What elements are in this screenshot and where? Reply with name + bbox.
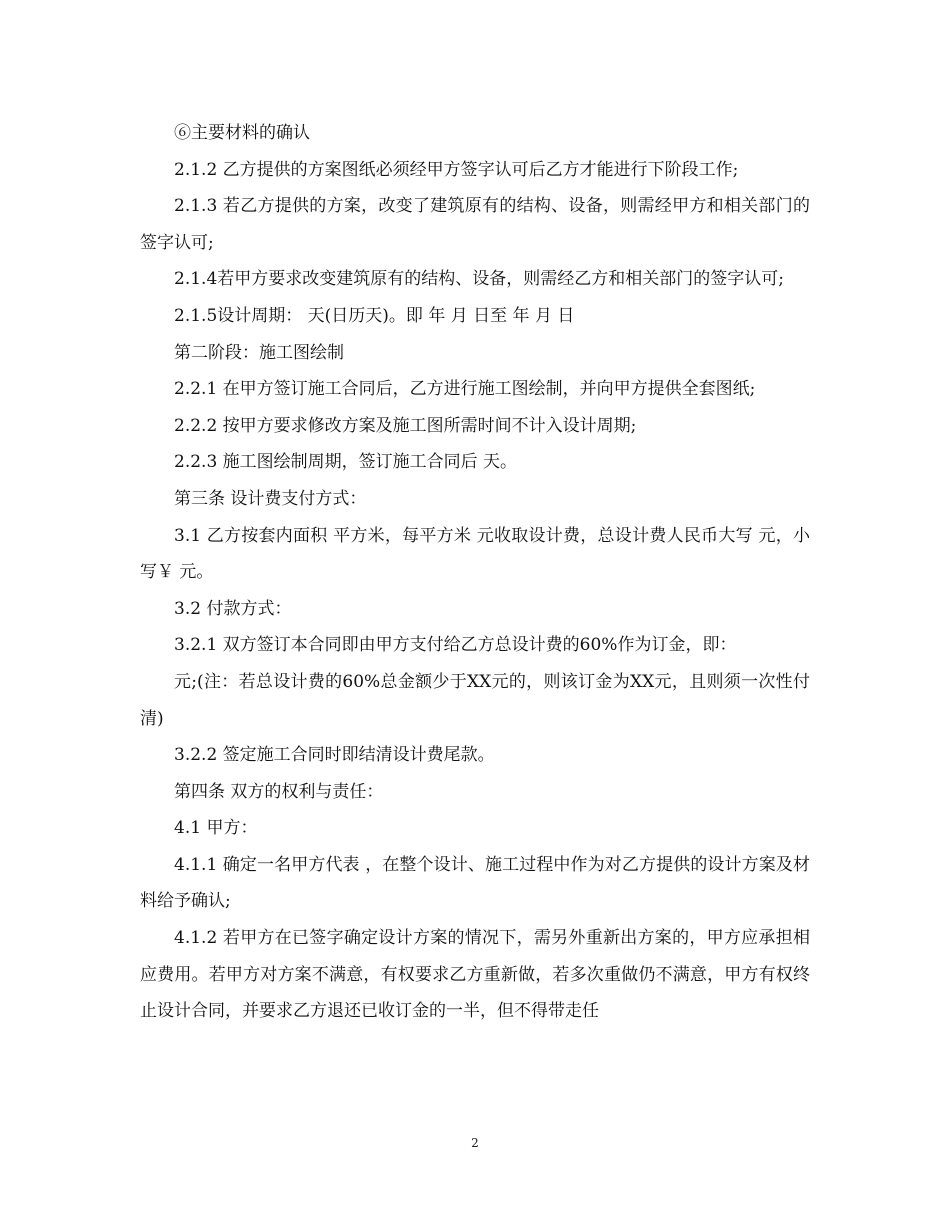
paragraph-4-1-1: 4.1.1 确定一名甲方代表 ，在整个设计、施工过程中作为对乙方提供的设计方案及材料给予确认; <box>140 854 810 912</box>
paragraph-2-1-5: 2.1.5设计周期： 天(日历天)。即 年 月 日至 年 月 日 <box>174 305 575 326</box>
paragraph-3-2: 3.2 付款方式： <box>174 598 292 619</box>
page-number: 2 <box>471 1136 479 1150</box>
paragraph-2-2-3: 2.2.3 施工图绘制周期，签订施工合同后 天。 <box>174 452 518 473</box>
paragraph-material-confirmation: ⑥主要材料的确认 <box>174 123 310 143</box>
paragraph-4-1: 4.1 甲方： <box>174 818 258 839</box>
paragraph-3-2-1: 3.2.1 双方签订本合同即由甲方支付给乙方总设计费的60%作为订金，即： <box>174 635 737 656</box>
paragraph-2-1-3: 2.1.3 若乙方提供的方案，改变了建筑原有的结构、设备，则需经甲方和相关部门的签字认可; <box>140 196 810 253</box>
paragraph-deposit-note: 元;(注：若总设计费的60%总金额少于XX元的，则该订金为XX元，且则须一次性付清) <box>140 671 810 729</box>
paragraph-2-2-2: 2.2.2 按甲方要求修改方案及施工图所需时间不计入设计周期; <box>174 415 637 436</box>
paragraph-4-1-2: 4.1.2 若甲方在已签字确定设计方案的情况下，需另外重新出方案的，甲方应承担相应费用。若甲方对方案不满意，有权要求乙方重新做，若多次重做仍不满意，甲方有权终止设计合同，并要求乙方退还已收订金的一半，但不得带走任 <box>140 928 810 1022</box>
paragraph-2-1-2: 2.1.2 乙方提供的方案图纸必须经甲方签字认可后乙方才能进行下阶段工作; <box>174 159 739 180</box>
paragraph-2-2-1: 2.2.1 在甲方签订施工合同后，乙方进行施工图绘制，并向甲方提供全套图纸; <box>174 379 756 400</box>
paragraph-2-1-4: 2.1.4若甲方要求改变建筑原有的结构、设备，则需经乙方和相关部门的签字认可; <box>174 269 784 290</box>
heading-article-three: 第三条 设计费支付方式： <box>174 488 367 509</box>
paragraph-3-2-2: 3.2.2 签定施工合同时即结清设计费尾款。 <box>174 745 495 766</box>
heading-stage-two: 第二阶段：施工图绘制 <box>174 342 344 363</box>
heading-article-four: 第四条 双方的权利与责任： <box>174 781 384 802</box>
document-body <box>140 115 810 1030</box>
paragraph-3-1: 3.1 乙方按套内面积 平方米，每平方米 元收取设计费，总设计费人民币大写 元，小写￥ 元。 <box>140 525 810 583</box>
